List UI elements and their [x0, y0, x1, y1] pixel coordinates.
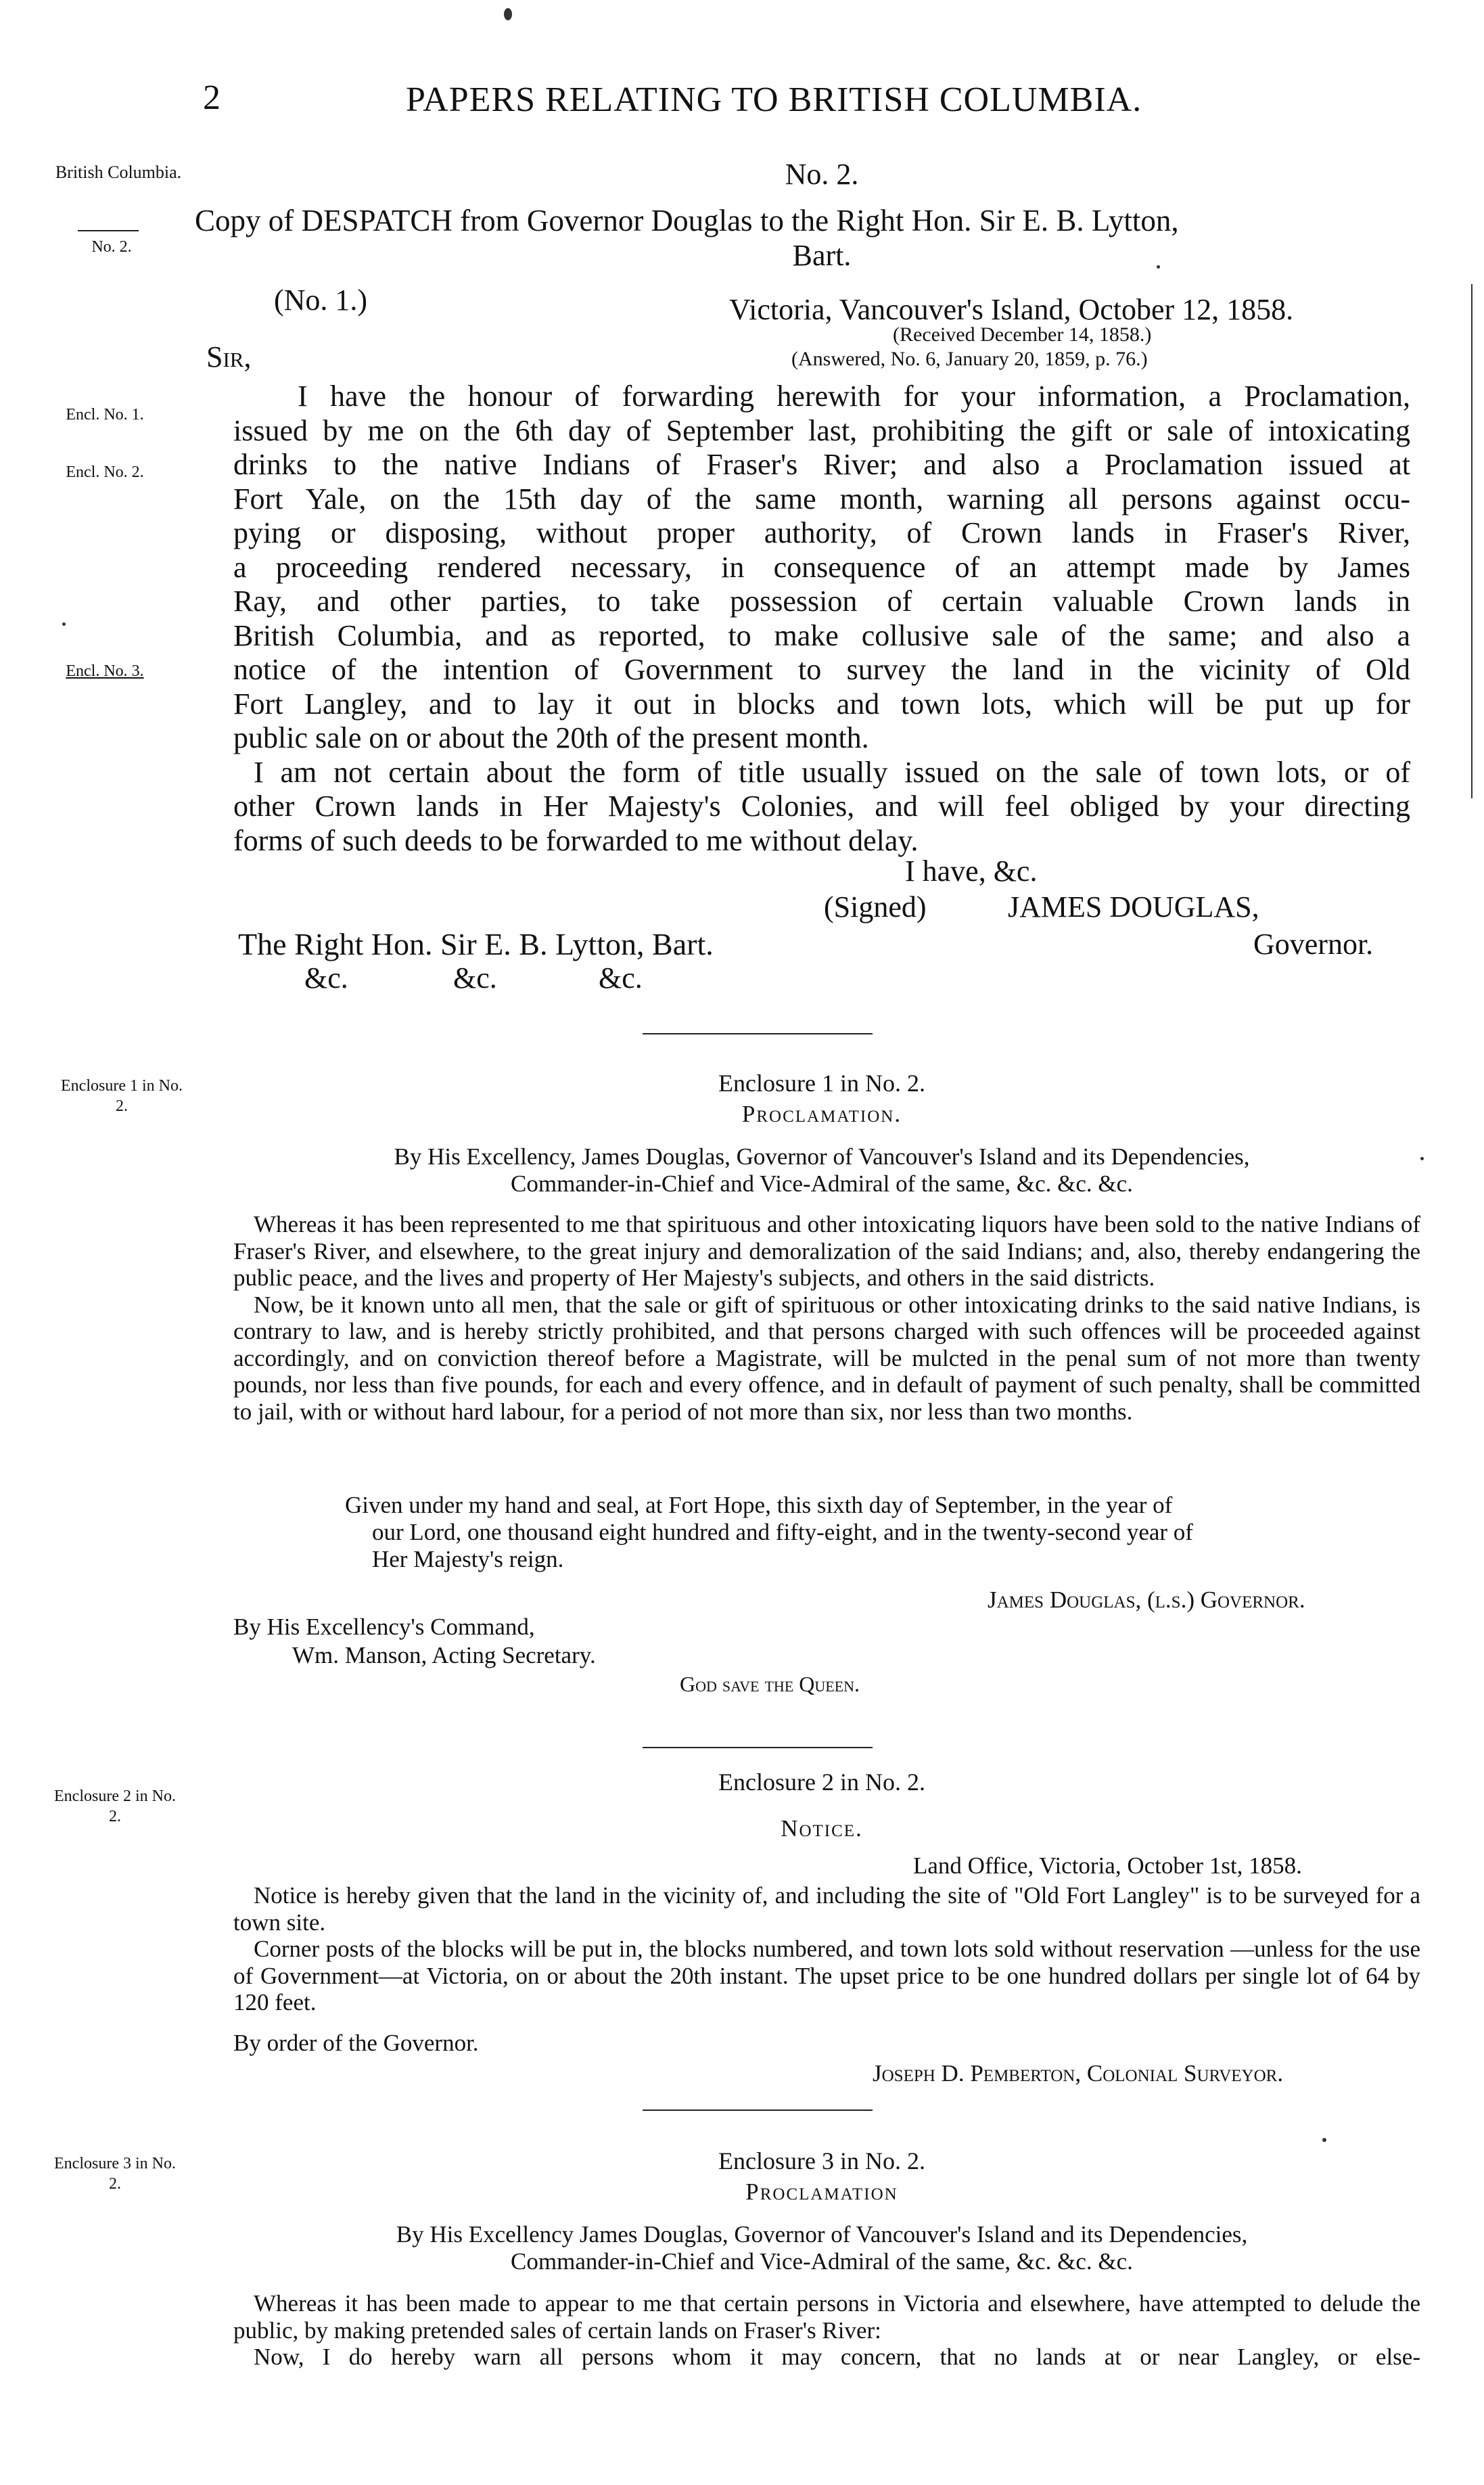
enclosure2-para1: Notice is hereby given that the land in the vicinity of, and including the site of "Old Fort Langley" is to be surveyed for a town site. [233, 1882, 1420, 1936]
margin-note-enclosure1: Enclosure 1 in No. 2. [61, 1077, 183, 1115]
section-divider [643, 2110, 873, 2111]
body-line: British Columbia, and as reported, to make collusive sale of the same; and also a [233, 618, 1410, 652]
enclosure1-command2: Wm. Manson, Acting Secretary. [292, 1642, 596, 1668]
scan-edge-line [1471, 284, 1473, 798]
enclosure1-by-line1: By His Excellency, James Douglas, Governor of Vancouver's Island and its Dependencies, [394, 1143, 1250, 1170]
enclosure2-signature: Joseph D. Pemberton, Colonial Surveyor. [873, 2060, 1284, 2087]
margin-note-british-columbia: British Columbia. [55, 162, 182, 182]
despatch-body [233, 380, 1410, 858]
enclosure3-para1: Whereas it has been made to appear to me that certain persons in Victoria and elsewhere, have attempted to delude the public, by making pretended sales of certain lands on Fraser's River: [233, 2290, 1420, 2344]
margin-note-enclosure3: Enclosure 3 in No. 2. [54, 2155, 176, 2193]
enclosure2-place-date: Land Office, Victoria, October 1st, 1858. [913, 1852, 1302, 1879]
enclosure1-para1: Whereas it has been represented to me that spirituous and other intoxicating liquors have been sold to the native Indians of Fraser's River, and elsewhere, to the great injury and demoralization of the said Indians; and, also, thereby endangering the public peace, and the lives and property of Her Majesty's subjects, and others in the said districts. [233, 1211, 1420, 1291]
despatch-signer-title: Governor. [1253, 928, 1374, 961]
despatch-salutation: Sir, [206, 340, 252, 373]
scan-speck [1322, 2138, 1326, 2142]
enclosure1-given-line2: our Lord, one thousand eight hundred and fifty-eight, and in the twenty-second year of [372, 1519, 1193, 1545]
enclosure1-para2: Now, be it known unto all men, that the sale or gift of spirituous or other intoxicating drinks to the said native Indians, is contrary to law, and is hereby strictly prohibited, and that persons charged with such offences will be proceeded against accordingly, and on conviction thereof before a Magistrate, will be mulcted in the penal sum of not more than twenty pounds, nor less than five pounds, for each and every offence, and in default of payment of such penalty, shall be committed to jail, with or without hard labour, for a period of not more than six, nor less than two months. [233, 1291, 1420, 1425]
body-line: drinks to the native Indians of Fraser's River; and also a Proclamation issued at [233, 448, 1410, 481]
margin-note-no2: No. 2. [91, 238, 132, 256]
despatch-title-line2: Bart. [792, 239, 852, 272]
enclosure3-body [233, 2290, 1420, 2371]
body-line: Fort Yale, on the 15th day of the same month, warning all persons against occu- [233, 482, 1410, 516]
section-divider [643, 1747, 873, 1748]
enclosure1-given-line3: Her Majesty's reign. [372, 1546, 564, 1572]
enclosure3-heading: Enclosure 3 in No. 2. [718, 2147, 925, 2174]
enclosure1-given-line1: Given under my hand and seal, at Fort Hope, this sixth day of September, in the year of [345, 1492, 1173, 1518]
body-line: I am not certain about the form of title usually issued on the sale of town lots, or of [254, 755, 1410, 789]
despatch-ref: (No. 1.) [274, 283, 368, 317]
enclosure1-by-line2: Commander-in-Chief and Vice-Admiral of the same, &c. &c. &c. [511, 1170, 1133, 1197]
despatch-received: (Received December 14, 1858.) [893, 323, 1152, 346]
despatch-number: No. 2. [785, 158, 859, 191]
body-line: a proceeding rendered necessary, in consequence of an attempt made by James [233, 550, 1410, 584]
despatch-etc-3: &c. [599, 961, 643, 995]
enclosure2-para2: Corner posts of the blocks will be put in, the blocks numbered, and town lots sold without reservation —unless for the use of Government—at Victoria, on or about the 20th instant. The upset price to be one hundred dollars per single lot of 64 by 120 feet. [233, 1936, 1420, 2015]
enclosure1-type: Proclamation. [741, 1101, 902, 1127]
margin-note-encl2: Encl. No. 2. [66, 463, 144, 481]
despatch-place-date: Victoria, Vancouver's Island, October 12, 1858. [729, 293, 1294, 326]
scan-speck [1157, 265, 1160, 269]
despatch-answered: (Answered, No. 6, January 20, 1859, p. 76.) [791, 348, 1148, 370]
body-line: pying or disposing, without proper authority, of Crown lands in Fraser's River, [233, 516, 1410, 549]
running-title: PAPERS RELATING TO BRITISH COLUMBIA. [406, 81, 1142, 119]
body-line: issued by me on the 6th day of September last, prohibiting the gift or sale of intoxicating [233, 413, 1410, 447]
body-line: forms of such deeds to be forwarded to me without delay. [233, 823, 919, 857]
body-line: other Crown lands in Her Majesty's Colonies, and will feel obliged by your directing [233, 790, 1410, 823]
margin-note-enclosure2: Enclosure 2 in No. 2. [54, 1787, 176, 1825]
enclosure3-type: Proclamation [745, 2179, 898, 2205]
body-line: Ray, and other parties, to take possession of certain valuable Crown lands in [233, 585, 1410, 618]
enclosure1-heading: Enclosure 1 in No. 2. [718, 1070, 925, 1097]
scan-speck [504, 8, 512, 20]
enclosure2-body [233, 1882, 1420, 2016]
scan-speck [62, 622, 66, 626]
body-line: notice of the intention of Government to survey the land in the vicinity of Old [233, 653, 1410, 686]
despatch-etc-1: &c. [304, 961, 348, 995]
margin-note-rule [78, 230, 139, 231]
enclosure3-para2: Now, I do hereby warn all persons whom it may concern, that no lands at or near Langley, or else- [254, 2344, 1420, 2370]
section-divider [643, 1033, 873, 1034]
enclosure1-god-save: God save the Queen. [680, 1672, 860, 1696]
despatch-addressee: The Right Hon. Sir E. B. Lytton, Bart. [238, 927, 714, 961]
enclosure1-command1: By His Excellency's Command, [233, 1614, 535, 1640]
body-line: Fort Langley, and to lay it out in blocks and town lots, which will be put up for [233, 687, 1410, 721]
enclosure3-by-line2: Commander-in-Chief and Vice-Admiral of the same, &c. &c. &c. [511, 2248, 1133, 2275]
body-line: I have the honour of forwarding herewith for your information, a Proclamation, [298, 380, 1410, 413]
despatch-signed: (Signed) [824, 890, 927, 924]
despatch-etc-2: &c. [453, 961, 497, 995]
body-line: public sale on or about the 20th of the present month. [233, 721, 869, 754]
despatch-closing: I have, &c. [905, 854, 1038, 888]
despatch-title-line1: Copy of DESPATCH from Governor Douglas to the Right Hon. Sir E. B. Lytton, [195, 204, 1179, 237]
enclosure2-order: By order of the Governor. [233, 2030, 479, 2056]
enclosure1-body [233, 1211, 1420, 1425]
margin-note-encl1: Encl. No. 1. [66, 406, 144, 424]
enclosure1-signature: James Douglas, (l.s.) Governor. [988, 1587, 1305, 1613]
enclosure3-by-line1: By His Excellency James Douglas, Governor of Vancouver's Island and its Dependencies, [396, 2221, 1248, 2248]
page-number: 2 [203, 78, 221, 117]
despatch-signer: JAMES DOUGLAS, [1008, 890, 1259, 924]
enclosure2-heading: Enclosure 2 in No. 2. [718, 1769, 925, 1796]
enclosure2-type: Notice. [781, 1815, 863, 1842]
scan-speck [1420, 1157, 1424, 1160]
margin-note-encl3: Encl. No. 3. [66, 662, 144, 680]
